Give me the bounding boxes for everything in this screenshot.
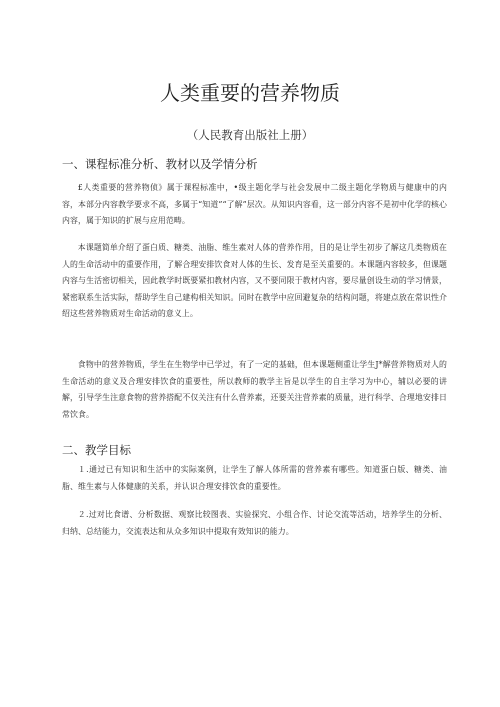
section-1-paragraph-3: 食物中的营养物质，学生在生物学中已学过，有了一定的基础，但本课题侧重让学生J*解营养物质对人的生命活动的意义及合理安排饮食的重要性，所以教师的教学主旨是以学生的自主学习为中心，辅以必要的讲解，引导学生注意食物的营养搭配不仅关注有什么营养素，还要关注营养素的质量，进行科学、合理地安排日常饮食。 <box>62 360 447 419</box>
section-1-paragraph-1: £人类重要的营养物侦》属于课程标准中，•级主题化学与社会发展中二级主题化学物质与健康中的内容，本部分内容教学要求不高，多属于“知道”“了解”层次。从知识内容看，这一部分内容不是初中化学的核心内容，属于知识的扩展与应用范畴。 <box>62 183 447 226</box>
page-title: 人类重要的营养物质 <box>160 81 340 105</box>
page-subtitle: （人民教育出版社上册） <box>186 128 314 142</box>
section-2-paragraph-2: ２.过对比食谱、分析数据、观察比较图表、实验探究、小组合作、讨论交流等活动，培养学生的分析、归纳、总结能力，交流表达和从众多知识中提取有效知识的能力。 <box>62 510 447 536</box>
section-2-heading: 二、教学目标 <box>62 443 131 457</box>
section-2-paragraph-1: １.通过已有知识和生活中的实际案例，让学生了解人体所需的营养素有哪些。知道蛋白版、糖类、油脂、维生素与人体健康的关系，并认识合理安排饮食的重要性。 <box>62 465 447 491</box>
section-1-paragraph-2: 本课题简单介绍了蛋白质、糖类、油脂、维生素对人体的营养作用，目的是让学生初步了解这几类物质在人的生命活动中的重要作用，了解合理安排饮食对人体的生长、发育是至关重要的。本课题内容较多，但课题内容与生活密切相关，因此教学时既要紧扣教材内容，又不要同限于教材内容，要尽量创设生动的学习情景，紧密联系生活实际，帮助学生自己建构相关知识。同时在教学中应回避复杂的结构问题，将建点放在常识性介绍这些营养物质对生命活动的意义上。 <box>62 243 447 319</box>
section-1-heading: 一、课程标准分析、教材以及学情分析 <box>62 157 258 171</box>
